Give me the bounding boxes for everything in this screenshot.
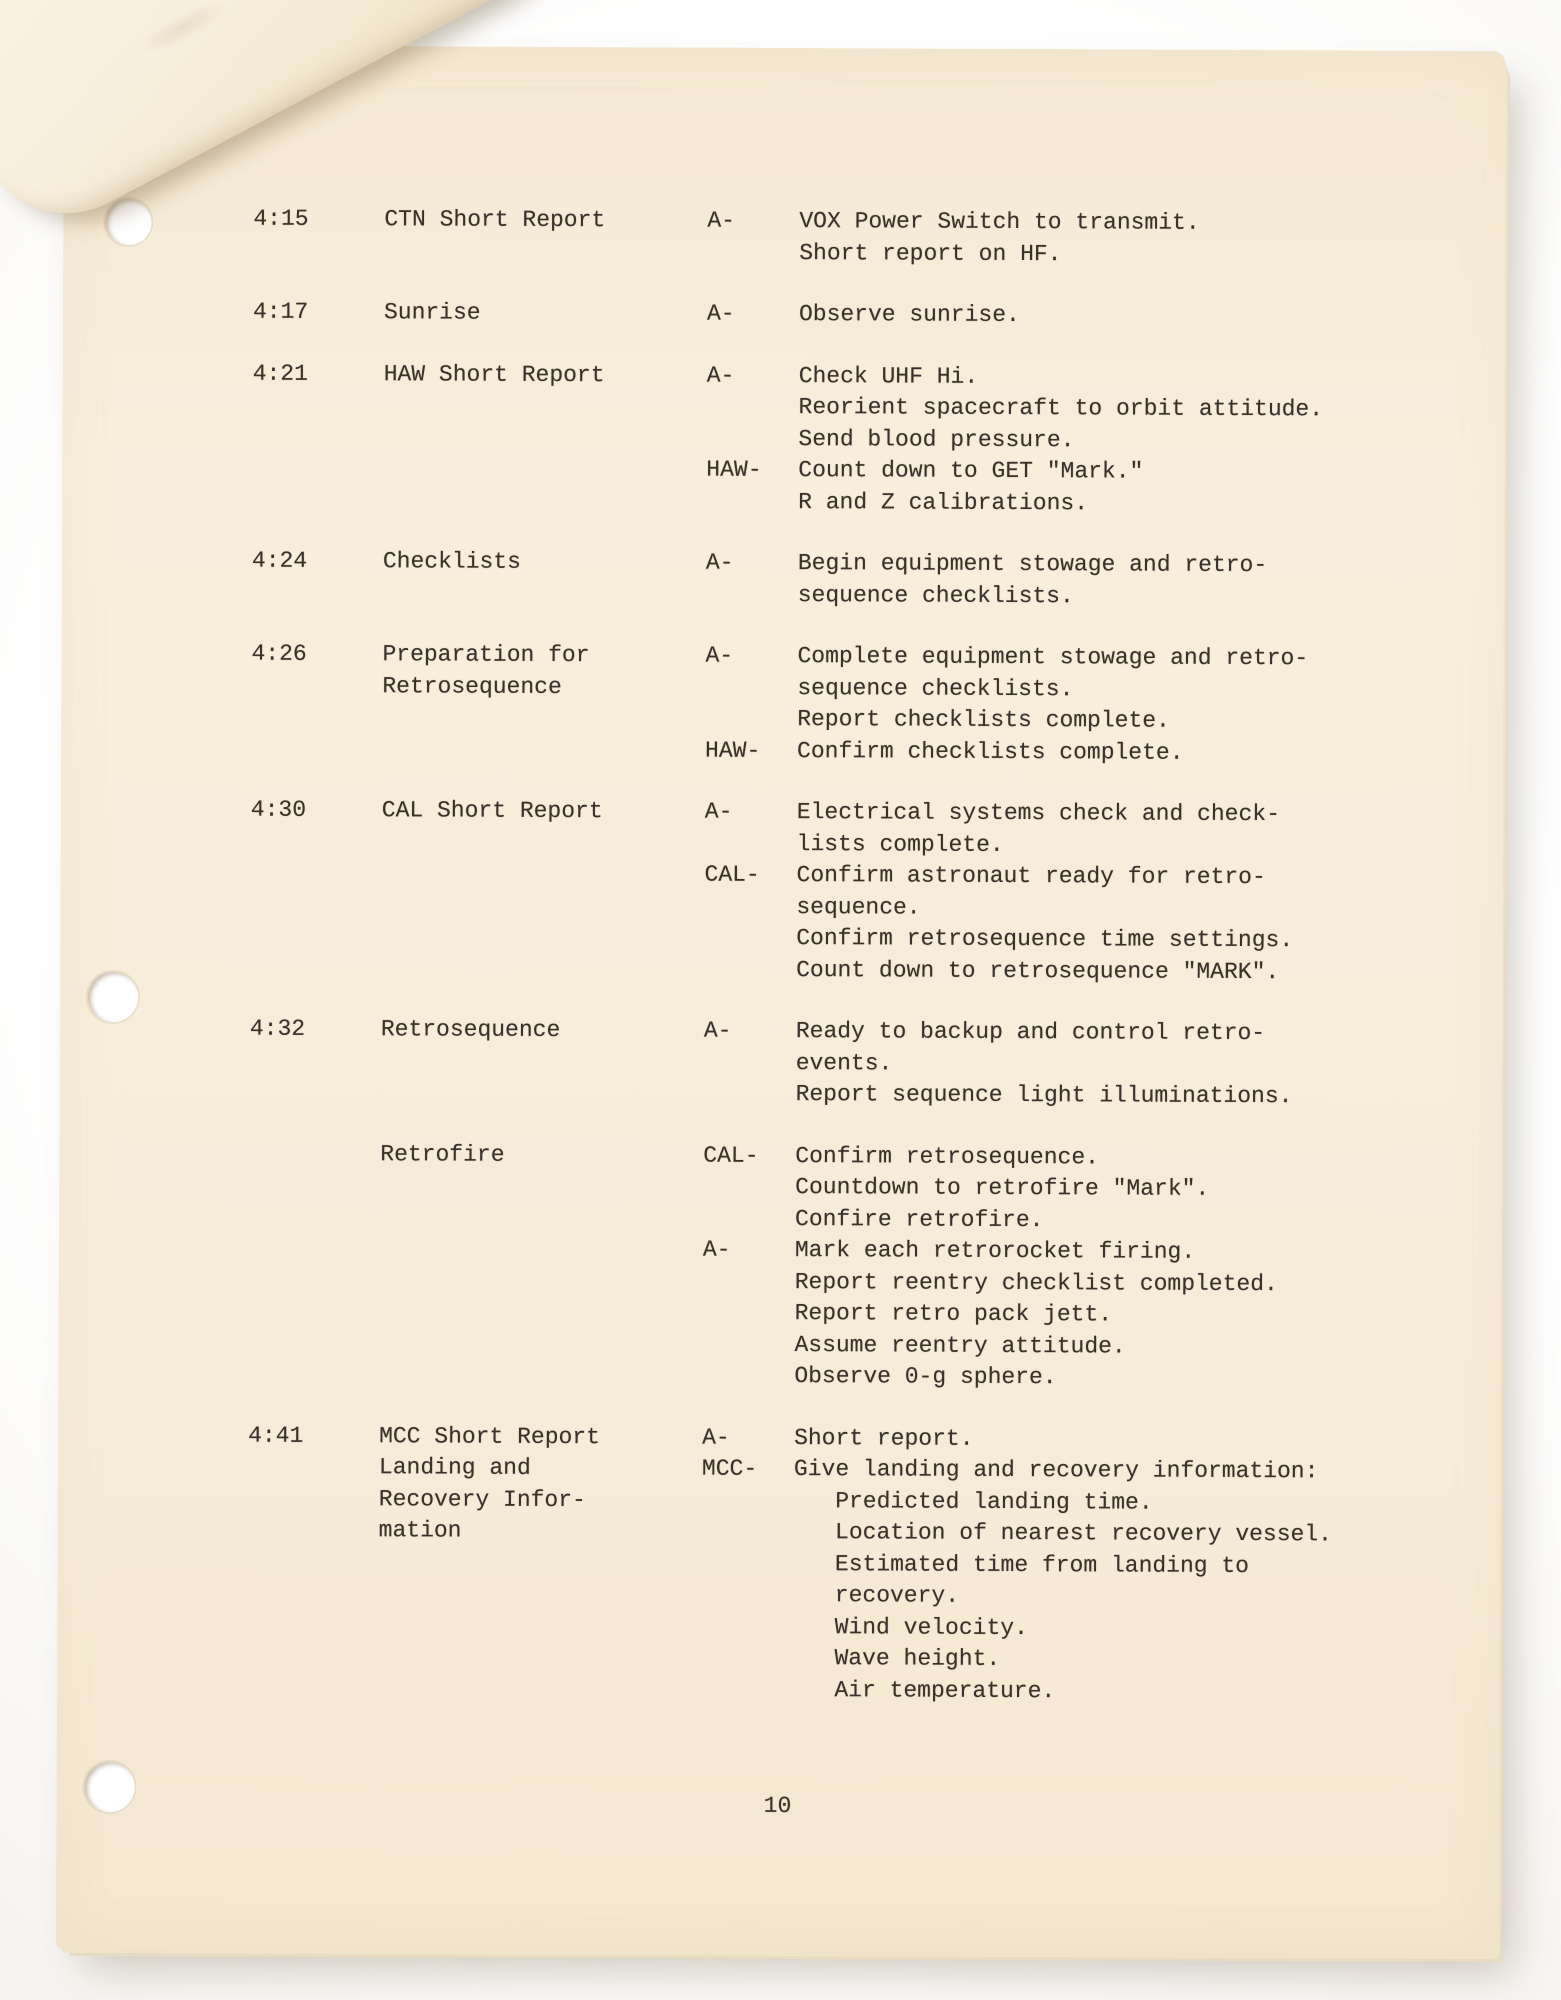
event-line: CAL Short Report bbox=[381, 797, 603, 825]
action-lines bbox=[797, 641, 1503, 739]
schedule-entry bbox=[63, 203, 1505, 272]
entry-time: 4:15 bbox=[253, 205, 309, 232]
entry-time: 4:32 bbox=[249, 1015, 306, 1042]
action-line: Confirm retrosequence time settings. bbox=[796, 925, 1294, 954]
schedule-entry bbox=[57, 1419, 1500, 1709]
action-party: A- bbox=[703, 1017, 732, 1044]
action-party: MCC- bbox=[701, 1455, 758, 1482]
event-line: Retrofire bbox=[380, 1140, 505, 1168]
action-line: Reorient spacecraft to orbit attitude. bbox=[798, 394, 1324, 423]
action-line: Short report on HF. bbox=[799, 239, 1062, 267]
schedule-entry bbox=[61, 638, 1504, 770]
action-line: Report reentry checklist completed. bbox=[794, 1268, 1278, 1297]
entry-time: 4:24 bbox=[251, 547, 308, 574]
schedule-entry bbox=[62, 357, 1505, 521]
action-line: Send blood pressure. bbox=[798, 425, 1075, 453]
entry-time: 4:17 bbox=[252, 298, 309, 325]
action-block bbox=[707, 299, 1505, 334]
action-lines bbox=[798, 361, 1504, 459]
event-line: Checklists bbox=[382, 548, 521, 575]
action-block bbox=[705, 797, 1503, 863]
action-line: Complete equipment stowage and retro- bbox=[797, 643, 1309, 672]
action-line: sequence. bbox=[796, 893, 921, 921]
action-line: Count down to retrosequence "MARK". bbox=[796, 956, 1280, 985]
event-line: Retrosequence bbox=[380, 1016, 561, 1044]
action-party: HAW- bbox=[706, 456, 762, 483]
entry-event bbox=[381, 1014, 691, 1047]
schedule-entry bbox=[60, 1013, 1502, 1114]
entry-actions bbox=[707, 299, 1505, 334]
event-line: Landing and bbox=[378, 1454, 531, 1481]
action-lines bbox=[799, 206, 1505, 272]
entry-event bbox=[379, 1421, 690, 1548]
action-line: lists complete. bbox=[796, 830, 1004, 858]
action-line: Mark each retrorocket firing. bbox=[794, 1237, 1196, 1265]
action-line: Report checklists complete. bbox=[797, 706, 1170, 734]
action-line: Begin equipment stowage and retro- bbox=[797, 550, 1268, 579]
action-line: Predicted landing time. bbox=[793, 1487, 1153, 1516]
action-line: recovery. bbox=[793, 1582, 960, 1609]
action-lines bbox=[797, 736, 1503, 771]
action-lines bbox=[794, 1423, 1500, 1458]
action-line: Air temperature. bbox=[792, 1676, 1056, 1704]
action-block bbox=[703, 1140, 1501, 1238]
action-party: A- bbox=[702, 1424, 730, 1451]
action-line: Short report. bbox=[794, 1424, 974, 1452]
action-party: A- bbox=[705, 549, 734, 576]
action-line: Observe sunrise. bbox=[798, 301, 1020, 329]
entry-event bbox=[384, 297, 694, 330]
action-block bbox=[705, 641, 1503, 739]
schedule-entry bbox=[60, 794, 1503, 989]
action-block bbox=[704, 1016, 1502, 1114]
action-lines bbox=[797, 797, 1503, 863]
action-line: Wind velocity. bbox=[793, 1613, 1028, 1641]
schedule-entry bbox=[62, 545, 1504, 614]
action-line: events. bbox=[795, 1049, 893, 1076]
entry-event bbox=[382, 639, 692, 703]
action-line: Estimated time from landing to bbox=[793, 1550, 1250, 1579]
event-line: HAW Short Report bbox=[383, 360, 605, 388]
event-line: mation bbox=[378, 1517, 462, 1544]
action-party: A- bbox=[704, 798, 733, 825]
entry-actions bbox=[707, 206, 1505, 272]
action-block bbox=[704, 860, 1503, 989]
action-line: Electrical systems check and check- bbox=[796, 799, 1280, 828]
action-block bbox=[702, 1235, 1501, 1396]
event-line: Retrosequence bbox=[382, 672, 562, 700]
action-lines bbox=[796, 860, 1503, 989]
schedule-entry bbox=[63, 296, 1505, 334]
action-party: CAL- bbox=[704, 861, 760, 888]
action-line: Assume reentry attitude. bbox=[794, 1331, 1126, 1360]
action-lines bbox=[793, 1454, 1500, 1709]
entry-actions bbox=[704, 1016, 1502, 1114]
entry-event bbox=[384, 204, 694, 237]
action-lines bbox=[799, 299, 1505, 334]
action-lines bbox=[796, 1016, 1502, 1114]
action-lines bbox=[798, 548, 1504, 614]
entry-time: 4:21 bbox=[252, 360, 309, 387]
action-line: Check UHF Hi. bbox=[798, 362, 979, 390]
entry-time: 4:26 bbox=[251, 640, 307, 667]
event-line: Preparation for bbox=[382, 641, 590, 669]
action-line: Ready to backup and control retro- bbox=[795, 1018, 1266, 1047]
action-line: Location of nearest recovery vessel. bbox=[793, 1519, 1333, 1548]
flight-plan-schedule bbox=[57, 203, 1506, 1709]
entry-actions bbox=[705, 641, 1504, 770]
action-line: VOX Power Switch to transmit. bbox=[799, 208, 1200, 236]
entry-time: 4:30 bbox=[250, 796, 307, 823]
action-party: CAL- bbox=[703, 1142, 759, 1169]
action-line: Wave height. bbox=[793, 1645, 1001, 1672]
action-party: A- bbox=[706, 362, 735, 389]
action-line: Report sequence light illuminations. bbox=[795, 1081, 1293, 1110]
action-line: Observe 0-g sphere. bbox=[794, 1363, 1057, 1391]
action-party: A- bbox=[702, 1236, 731, 1263]
action-party: A- bbox=[706, 300, 735, 327]
action-line: Confirm checklists complete. bbox=[797, 737, 1184, 766]
entry-actions bbox=[701, 1422, 1500, 1709]
action-block bbox=[706, 455, 1504, 521]
action-line: Confirm astronaut ready for retro- bbox=[796, 862, 1266, 891]
action-line: Report retro pack jett. bbox=[794, 1300, 1113, 1328]
event-line: MCC Short Report bbox=[379, 1422, 600, 1450]
entry-event bbox=[380, 1139, 690, 1172]
entry-event bbox=[384, 359, 694, 392]
entry-time: 4:41 bbox=[248, 1422, 304, 1449]
action-block bbox=[705, 735, 1503, 770]
action-line: sequence checklists. bbox=[797, 581, 1074, 609]
event-line: Sunrise bbox=[383, 299, 481, 326]
entry-event bbox=[383, 546, 693, 579]
entry-actions bbox=[706, 548, 1504, 614]
event-line: CTN Short Report bbox=[384, 206, 606, 234]
document-page bbox=[56, 45, 1506, 1955]
entry-actions bbox=[704, 797, 1503, 989]
entry-actions bbox=[706, 360, 1505, 521]
action-party: HAW- bbox=[705, 737, 761, 764]
entry-event bbox=[382, 795, 692, 828]
action-line: R and Z calibrations. bbox=[798, 488, 1089, 516]
action-line: Confire retrofire. bbox=[794, 1205, 1044, 1233]
action-line: sequence checklists. bbox=[797, 674, 1074, 702]
event-line: Recovery Infor- bbox=[378, 1485, 586, 1513]
action-party: A- bbox=[705, 642, 734, 669]
action-line: Countdown to retrofire "Mark". bbox=[795, 1174, 1210, 1202]
action-block bbox=[701, 1454, 1500, 1709]
action-line: Confirm retrosequence. bbox=[795, 1142, 1100, 1170]
page-number: 10 bbox=[763, 1792, 792, 1820]
action-block bbox=[707, 206, 1505, 272]
action-block bbox=[706, 548, 1504, 614]
entry-actions bbox=[702, 1140, 1501, 1395]
action-lines bbox=[795, 1141, 1501, 1239]
action-lines bbox=[798, 455, 1504, 521]
action-party: A- bbox=[707, 207, 736, 234]
schedule-entry bbox=[58, 1137, 1501, 1395]
action-line: Give landing and recovery information: bbox=[793, 1456, 1319, 1485]
action-line: Count down to GET "Mark." bbox=[798, 457, 1144, 485]
action-lines bbox=[794, 1235, 1501, 1396]
action-block bbox=[702, 1422, 1500, 1457]
action-block bbox=[706, 360, 1504, 458]
